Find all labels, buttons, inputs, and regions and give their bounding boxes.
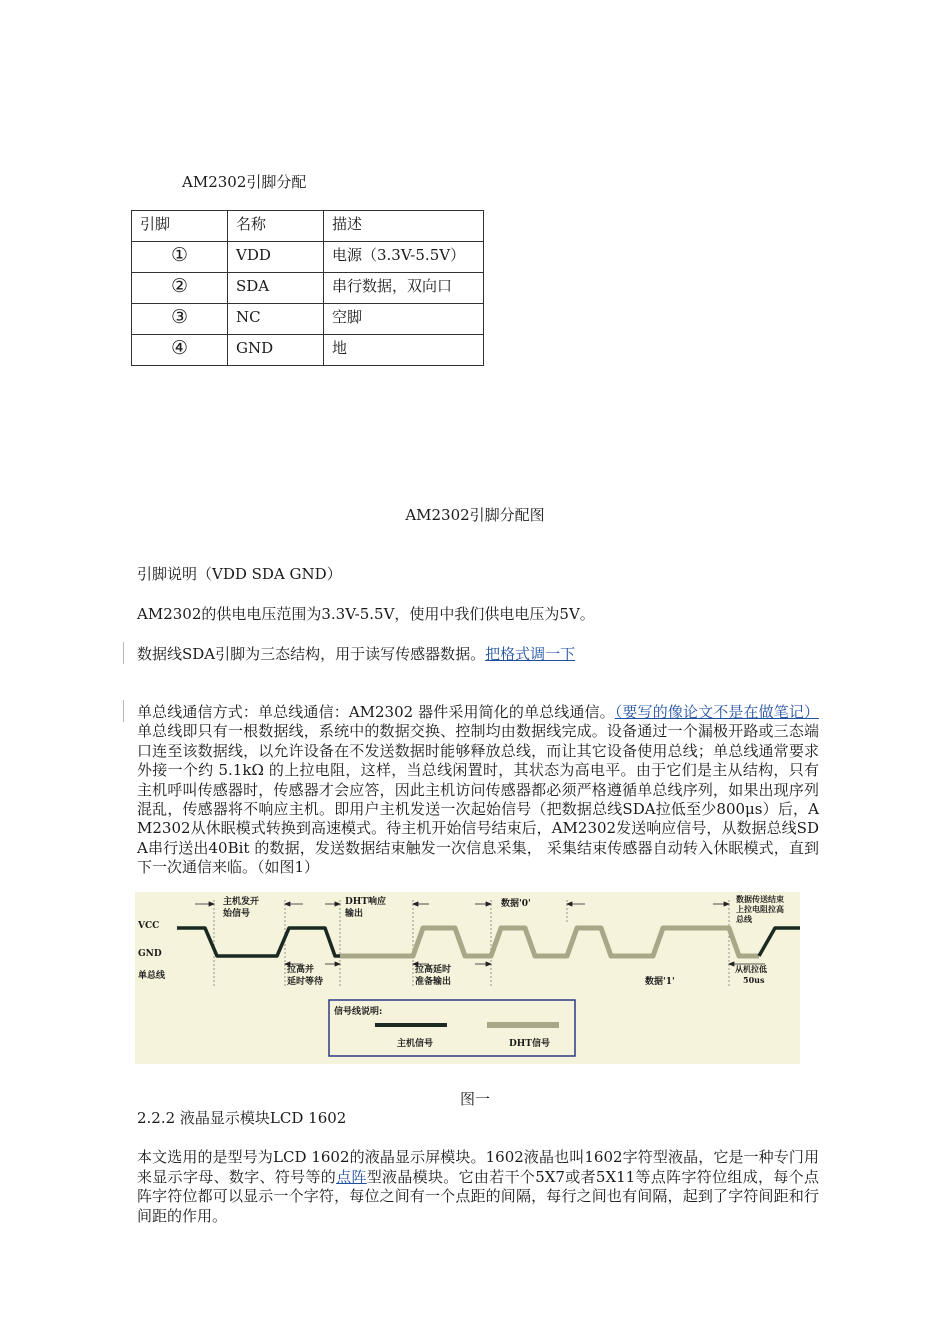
pin-desc: 地 <box>324 335 484 366</box>
pin-name: VDD <box>228 242 324 273</box>
transfer-end-label: 数据传送结束 上拉电阻拉高 总线 <box>736 894 784 924</box>
pin-desc: 电源（3.3V-5.5V） <box>324 242 484 273</box>
table-row <box>132 335 484 366</box>
table-row <box>132 273 484 304</box>
table-row <box>132 242 484 273</box>
lcd-paragraph <box>137 1148 819 1226</box>
dht-response-label: DHT响应 输出 <box>345 897 387 919</box>
ready-output-label: 拉高延时 准备输出 <box>415 965 452 987</box>
gnd-label: GND <box>138 949 162 959</box>
legend-host: 主机信号 <box>397 1039 434 1049</box>
lcd-text-after: 型液晶模块。它由若干个5X7或者5X11等点阵字符位组成，每个点阵字符位都可以显示一个字符，每位之间有一个点距的间隔，每行之间也有间隔，起到了字符间距和行间距的作用。 <box>137 1167 819 1225</box>
voltage-text: AM2302的供电电压范围为3.3V-5.5V，使用中我们供电电压为5V。 <box>137 605 595 623</box>
pin-name: SDA <box>228 273 324 304</box>
pin-number: ① <box>132 242 228 273</box>
dot-matrix-link[interactable]: 点阵 <box>336 1167 367 1186</box>
comment-link[interactable]: 把格式调一下 <box>485 645 576 663</box>
comment-link[interactable]: （要写的像论文不是在做笔记） <box>614 703 819 721</box>
data0-label: 数据'0' <box>501 899 531 909</box>
table-row <box>132 304 484 335</box>
single-bus-paragraph <box>137 703 819 878</box>
pin-desc: 串行数据，双向口 <box>324 273 484 304</box>
pin-table-caption: AM2302引脚分配 <box>182 173 307 191</box>
figure-title: AM2302引脚分配图 <box>405 506 545 524</box>
pin-name: NC <box>228 304 324 335</box>
vcc-label: VCC <box>138 921 160 931</box>
pin-table <box>131 210 484 366</box>
pin-name: GND <box>228 335 324 366</box>
pin-desc: 空脚 <box>324 304 484 335</box>
pin-description: 引脚说明（VDD SDA GND） <box>137 565 342 583</box>
legend-title: 信号线说明: <box>334 1007 383 1017</box>
pin-number: ② <box>132 273 228 304</box>
host-start-label: 主机发开 始信号 <box>223 897 260 919</box>
sda-paragraph <box>137 644 827 664</box>
single-bus-lead: 单总线通信方式：单总线通信：AM2302 器件采用简化的单总线通信。 <box>137 703 615 721</box>
bus-label: 单总线 <box>138 971 166 981</box>
header-desc: 描述 <box>324 211 484 242</box>
pullup-wait-label: 拉高并 延时等待 <box>287 965 324 987</box>
single-bus-body: 单总线即只有一根数据线，系统中的数据交换、控制均由数据线完成。设备通过一个漏极开路或三态端口连至该数据线，以允许设备在不发送数据时能够释放总线，而让其它设备使用总线；单总线通常要求外接一个约 5.1kΩ 的上拉电阻，这样，当总线闲置时，其状态为高电平。由于它们是主从结构，只有主机呼叫传感器时，传感器才会应答，因此主机访问传感器都必须严格遵循单总线序列，如果出现序列混乱，传感器将不响应主机。即用户主机发送一次起始信号（把数据总线SDA拉低至少800μs）后，AM2302从休眠模式转换到高速模式。待主机开始信号结束后，AM2302发送响应信号，从数据总线SDA串行送出40Bit 的数据，发送数据结束触发一次信息采集， 采集结束传感器自动转入休眠模式，直到下一次通信来临。（如图1） <box>137 722 819 877</box>
revision-bar <box>123 700 124 722</box>
lcd-text-before: 本文选用的是型号为LCD 1602的液晶显示屏模块。1602液晶也叫1602字符型液晶，它是一种专门用来显示字母、数字、符号等的 <box>137 1148 819 1186</box>
revision-bar <box>123 642 124 664</box>
section-title: 2.2.2 液晶显示模块LCD 1602 <box>137 1109 347 1127</box>
timing-diagram <box>135 892 800 1064</box>
data1-label: 数据'1' <box>645 977 675 987</box>
pin-number: ③ <box>132 304 228 335</box>
header-pin: 引脚 <box>132 211 228 242</box>
legend-dht: DHT信号 <box>509 1039 551 1049</box>
figure1-caption: 图一 <box>459 1090 490 1108</box>
table-header-row <box>132 211 484 242</box>
header-name: 名称 <box>228 211 324 242</box>
pin-number: ④ <box>132 335 228 366</box>
slave-low-label: 从机拉低 50us <box>735 964 767 985</box>
sda-text: 数据线SDA引脚为三态结构，用于读写传感器数据。 <box>137 645 486 663</box>
